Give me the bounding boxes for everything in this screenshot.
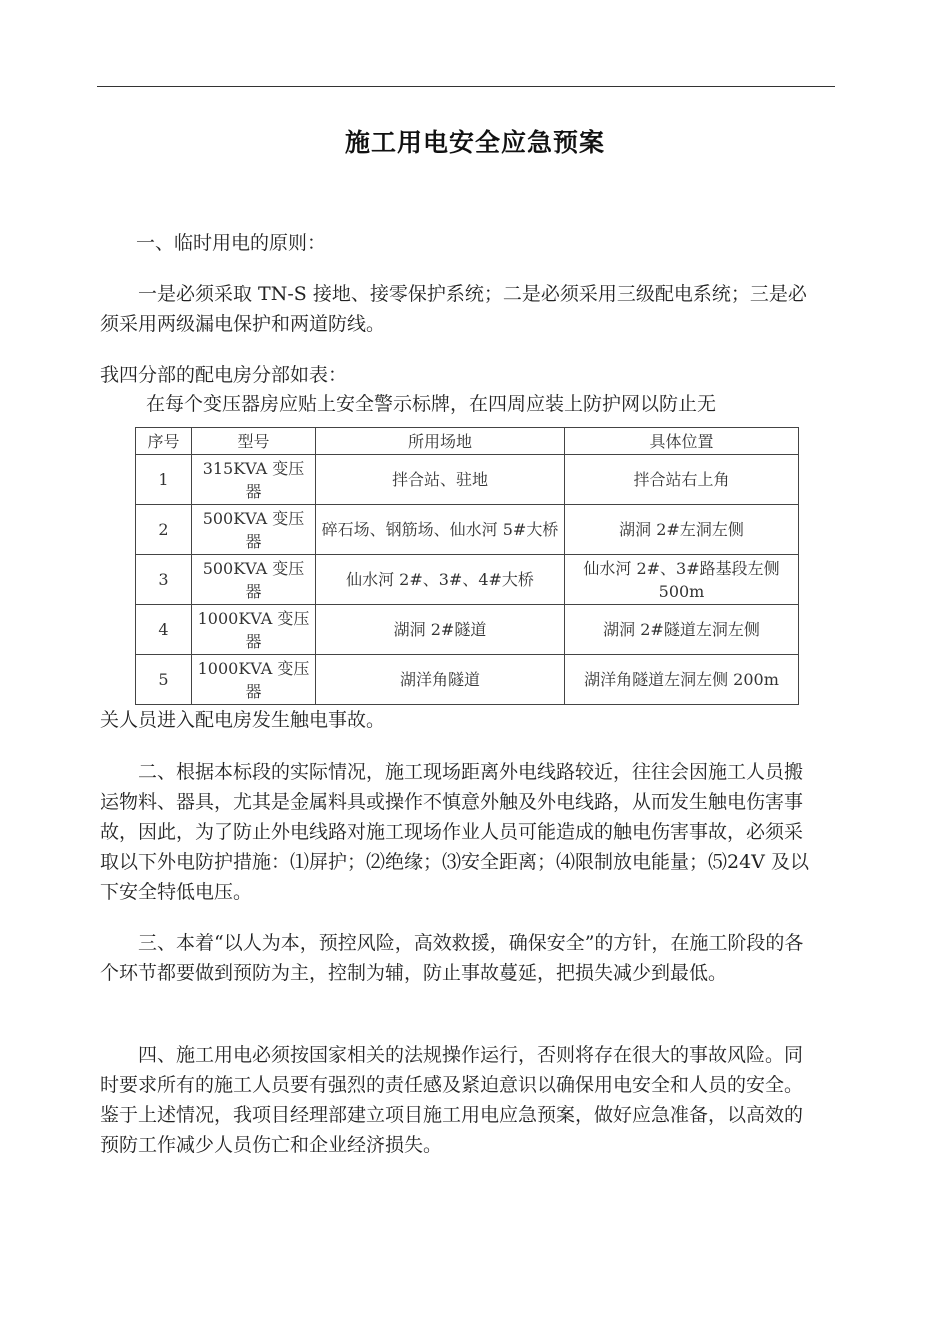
header-site: 所用场地: [316, 428, 565, 455]
table-row: [136, 505, 799, 555]
paragraph-4: 四、施工用电必须按国家相关的法规操作运行，否则将存在很大的事故风险。同时要求所有的施工人员要有强烈的责任感及紧迫意识以确保用电安全和人员的安全。鉴于上述情况，我项目经理部建立项目施工用电应急预案，做好应急准备，以高效的预防工作减少人员伤亡和企业经济损失。: [100, 1044, 804, 1156]
cell-model: 1000KVA 变压器: [192, 655, 316, 705]
cell-location: 湖洞 2#左洞左侧: [565, 505, 799, 555]
paragraph-2: 二、根据本标段的实际情况，施工现场距离外电线路较近，往往会因施工人员搬运物料、器具，尤其是金属料具或操作不慎意外触及外电线路，从而发生触电伤害事故，因此，为了防止外电线路对施工现场作业人员可能造成的触电伤害事故，必须采取以下外电防护措施：⑴屏护；⑵绝缘；⑶安全距离；⑷限制放电能量；⑸24V 及以下安全特低电压。: [100, 761, 809, 903]
cell-index: 4: [136, 605, 192, 655]
cell-site: 湖洞 2#隧道: [316, 605, 565, 655]
table-header-row: [136, 428, 799, 455]
table-row: [136, 555, 799, 605]
table-intro-line: 我四分部的配电房分部如表：: [100, 364, 348, 386]
header-model: 型号: [192, 428, 316, 455]
header-rule: [97, 86, 835, 87]
cell-location: 仙水河 2#、3#路基段左侧 500m: [565, 555, 799, 605]
section-heading-1: 一、临时用电的原则：: [136, 232, 327, 254]
document-title: 施工用电安全应急预案: [344, 128, 605, 157]
cell-model: 315KVA 变压器: [192, 455, 316, 505]
table-row: [136, 605, 799, 655]
cell-site: 湖洋角隧道: [316, 655, 565, 705]
header-location: 具体位置: [565, 428, 799, 455]
cell-index: 5: [136, 655, 192, 705]
header-index: 序号: [136, 428, 192, 455]
cell-index: 2: [136, 505, 192, 555]
cell-model: 500KVA 变压器: [192, 555, 316, 605]
distribution-room-table: [135, 427, 799, 705]
paragraph-1: 一是必须采取 TN-S 接地、接零保护系统；二是必须采用三级配电系统；三是必须采用两级漏电保护和两道防线。: [100, 283, 807, 335]
table-row: [136, 655, 799, 705]
cell-model: 1000KVA 变压器: [192, 605, 316, 655]
cell-index: 1: [136, 455, 192, 505]
cell-site: 碎石场、钢筋场、仙水河 5#大桥: [316, 505, 565, 555]
cell-site: 仙水河 2#、3#、4#大桥: [316, 555, 565, 605]
cell-location: 湖洋角隧道左洞左侧 200m: [565, 655, 799, 705]
cell-site: 拌合站、驻地: [316, 455, 565, 505]
warning-line: 在每个变压器房应贴上安全警示标牌，在四周应装上防护网以防止无: [146, 393, 717, 415]
table-row: [136, 455, 799, 505]
cell-location: 湖洞 2#隧道左洞左侧: [565, 605, 799, 655]
cell-index: 3: [136, 555, 192, 605]
after-table-line: 关人员进入配电房发生触电事故。: [100, 709, 386, 731]
cell-model: 500KVA 变压器: [192, 505, 316, 555]
paragraph-3: 三、本着“以人为本，预控风险，高效救援，确保安全”的方针，在施工阶段的各个环节都要做到预防为主，控制为辅，防止事故蔓延，把损失减少到最低。: [100, 932, 804, 984]
cell-location: 拌合站右上角: [565, 455, 799, 505]
